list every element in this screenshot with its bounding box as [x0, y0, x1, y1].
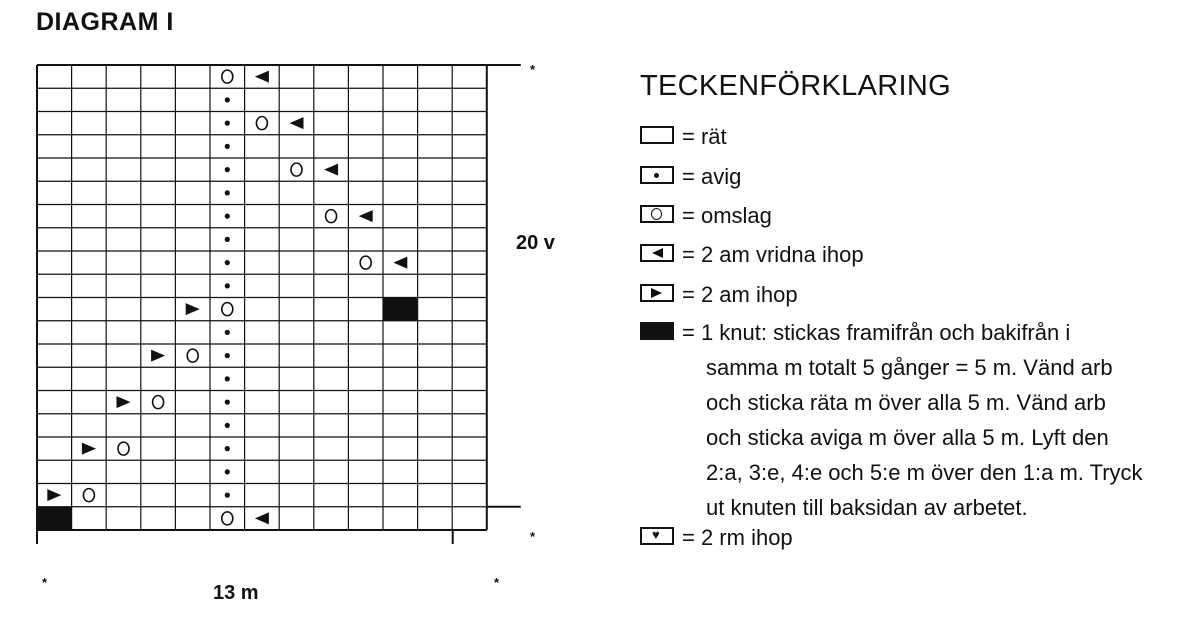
legend-text-line: och sticka räta m över alla 5 m. Vänd arb — [706, 390, 1106, 415]
heart-icon: ♥ — [652, 527, 660, 542]
legend-text-line: 2:a, 3:e, 4:e och 5:e m över den 1:a m. Tryck — [706, 460, 1143, 485]
k2tog-triangle — [47, 489, 61, 501]
filled-square-icon — [640, 322, 674, 340]
k2tog-triangle — [186, 303, 200, 315]
marker-bottom-right: * — [494, 575, 500, 590]
purl-dot — [225, 376, 230, 381]
blank-square-icon — [640, 126, 674, 144]
yarn-over-ring — [118, 442, 129, 455]
purl-dot — [225, 121, 230, 126]
yarn-over-ring — [222, 512, 233, 525]
purl-dot — [225, 97, 230, 102]
purl-dot — [225, 260, 230, 265]
legend-text: = 2 am vridna ihop — [682, 242, 864, 267]
purl-dot — [225, 330, 230, 335]
yarn-over-ring — [326, 210, 337, 223]
legend-title: TECKENFÖRKLARING — [640, 70, 951, 102]
purl-dot — [225, 423, 230, 428]
purl-dot — [225, 144, 230, 149]
knot-cell — [37, 507, 72, 530]
knot-cell — [383, 298, 418, 321]
ssk-triangle — [324, 164, 338, 176]
diagram-title: DIAGRAM I — [36, 8, 174, 36]
marker-mid-right: * — [530, 529, 536, 544]
legend-text: = 1 knut: stickas framifrån och bakifrån i — [682, 320, 1071, 345]
purl-dot — [225, 167, 230, 172]
ssk-triangle — [255, 512, 269, 524]
yarn-over-ring — [222, 303, 233, 316]
ssk-triangle — [255, 71, 269, 83]
purl-dot — [225, 469, 230, 474]
yarn-over-ring — [222, 70, 233, 83]
purl-dot — [225, 214, 230, 219]
triangle-left-icon — [640, 244, 674, 262]
heart-square-icon — [640, 527, 674, 545]
k2tog-triangle — [117, 396, 131, 408]
purl-dot — [225, 190, 230, 195]
ring-square-icon — [640, 205, 674, 223]
legend-text: = omslag — [682, 203, 772, 228]
legend-text-line: och sticka aviga m över alla 5 m. Lyft den — [706, 425, 1109, 450]
yarn-over-ring — [83, 489, 94, 502]
legend-text: = avig — [682, 164, 742, 189]
purl-dot — [225, 446, 230, 451]
purl-dot — [225, 283, 230, 288]
purl-dot — [225, 237, 230, 242]
purl-dot — [225, 353, 230, 358]
legend-text: = rät — [682, 124, 727, 149]
knitting-chart — [0, 0, 560, 600]
ssk-triangle — [393, 257, 407, 269]
marker-bottom-left: * — [42, 575, 48, 590]
yarn-over-ring — [153, 396, 164, 409]
marker-top-right: * — [530, 62, 536, 77]
legend-text-line: samma m totalt 5 gånger = 5 m. Vänd arb — [706, 355, 1113, 380]
legend-text: = 2 am ihop — [682, 282, 798, 307]
yarn-over-ring — [291, 163, 302, 176]
k2tog-triangle — [82, 443, 96, 455]
triangle-right-icon — [640, 284, 674, 302]
ssk-triangle — [290, 117, 304, 129]
yarn-over-ring — [360, 256, 371, 269]
ssk-triangle — [359, 210, 373, 222]
purl-dot — [225, 493, 230, 498]
purl-dot — [225, 400, 230, 405]
stitches-label: 13 m — [213, 582, 259, 604]
yarn-over-ring — [256, 117, 267, 130]
dot-square-icon — [640, 166, 674, 184]
rows-label: 20 v — [516, 232, 555, 254]
legend-text: = 2 rm ihop — [682, 525, 793, 550]
legend-text-line: ut knuten till baksidan av arbetet. — [706, 495, 1028, 520]
k2tog-triangle — [151, 350, 165, 362]
yarn-over-ring — [187, 349, 198, 362]
